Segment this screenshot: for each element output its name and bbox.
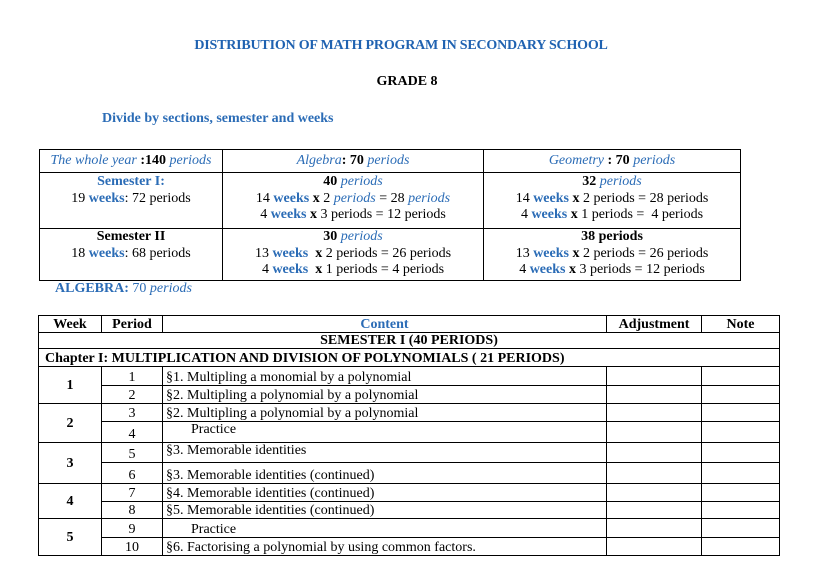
table-row xyxy=(39,443,780,463)
weeks-word: weeks xyxy=(85,245,125,261)
note-cell xyxy=(702,538,780,556)
weeks-word: weeks xyxy=(526,262,566,277)
period-cell: 8 xyxy=(102,502,163,519)
note-cell xyxy=(702,422,780,443)
periods-calc: 2 periods = 26 periods xyxy=(582,245,709,261)
semester-1-summary-cell xyxy=(40,173,223,229)
algebra-heading-value: 70 xyxy=(128,281,150,296)
note-cell xyxy=(702,367,780,386)
times-sign: x xyxy=(308,245,326,261)
total-line xyxy=(223,174,483,191)
total-line xyxy=(484,174,740,191)
periods-calc: 1 periods = 4 periods xyxy=(581,207,704,222)
adjustment-cell xyxy=(607,484,702,502)
note-cell xyxy=(702,443,780,463)
semester-1-weeks-line xyxy=(40,191,222,208)
algebra-heading xyxy=(55,280,192,297)
table-row xyxy=(39,404,780,422)
note-cell xyxy=(702,484,780,502)
semester-1-title-line xyxy=(40,174,222,191)
times-sign: x xyxy=(568,190,583,206)
periods-calc: 3 periods = 12 periods xyxy=(579,262,705,277)
total-value: 32 xyxy=(582,174,597,189)
period-cell: 5 xyxy=(102,443,163,463)
content-cell: §5. Memorable identities (continued) xyxy=(163,502,607,519)
section-subtitle: Divide by sections, semester and weeks xyxy=(102,111,334,126)
semester-row xyxy=(39,333,780,349)
column-header-week: Week xyxy=(39,316,102,333)
weeks-count: 18 xyxy=(71,245,86,261)
week-cell: 5 xyxy=(39,519,102,556)
chapter-row xyxy=(39,349,780,367)
period-cell: 1 xyxy=(102,367,163,386)
week-cell: 3 xyxy=(39,443,102,484)
periods-count: 2 xyxy=(323,190,334,206)
column-header-content: Content xyxy=(163,316,607,333)
table-row xyxy=(39,484,780,502)
periods-word: periods xyxy=(408,190,451,206)
geometry-value: : 70 xyxy=(604,153,630,168)
document-title: DISTRIBUTION OF MATH PROGRAM IN SECONDARY SCHOOL xyxy=(194,38,608,53)
semester-2-geometry-cell xyxy=(484,229,741,281)
times-sign: x xyxy=(567,207,582,222)
semester-2-summary-cell xyxy=(40,229,223,281)
period-cell: 7 xyxy=(102,484,163,502)
column-header-adjustment: Adjustment xyxy=(607,316,702,333)
content-cell: Practice xyxy=(163,422,607,443)
semester-1-algebra-cell xyxy=(223,173,484,229)
adjustment-cell xyxy=(607,463,702,484)
weeks-count: 4 xyxy=(520,207,528,222)
weeks-word: weeks xyxy=(527,207,568,222)
adjustment-cell xyxy=(607,367,702,386)
geometry-label: Geometry xyxy=(548,153,605,168)
note-cell xyxy=(702,404,780,422)
column-header-period: Period xyxy=(102,316,163,333)
content-cell: §3. Memorable identities xyxy=(163,443,607,463)
periods-word: periods xyxy=(333,190,376,206)
times-sign: x xyxy=(308,262,326,277)
weeks-count: 14 xyxy=(515,190,530,206)
table-row xyxy=(39,519,780,538)
times-sign: x xyxy=(309,190,324,206)
breakdown-line xyxy=(223,246,483,263)
adjustment-cell xyxy=(607,538,702,556)
note-cell xyxy=(702,519,780,538)
content-cell: §1. Multipling a monomial by a polynomial xyxy=(163,367,607,386)
schedule-header-row xyxy=(39,316,780,333)
semester-row-label: SEMESTER I (40 PERIODS) xyxy=(39,333,780,349)
whole-year-header-cell xyxy=(40,150,223,173)
weeks-count: 13 xyxy=(515,245,530,261)
adjustment-cell xyxy=(607,404,702,422)
week-cell: 1 xyxy=(39,367,102,404)
total-unit: periods xyxy=(337,229,383,244)
weeks-word: weeks xyxy=(268,245,309,261)
weeks-word: weeks xyxy=(268,262,309,277)
semester-2-row xyxy=(40,229,741,281)
adjustment-cell xyxy=(607,443,702,463)
algebra-heading-label: ALGEBRA: xyxy=(55,281,129,296)
period-cell: 6 xyxy=(102,463,163,484)
schedule-table xyxy=(38,315,780,556)
semester-1-row xyxy=(40,173,741,229)
content-cell: §6. Factorising a polynomial by using common factors. xyxy=(163,538,607,556)
algebra-unit: periods xyxy=(363,153,410,168)
periods-text: : 72 periods xyxy=(124,190,191,206)
adjustment-cell xyxy=(607,386,702,404)
content-cell: §3. Memorable identities (continued) xyxy=(163,463,607,484)
breakdown-line xyxy=(484,191,740,208)
result-value: = 28 xyxy=(375,190,409,206)
algebra-value: : 70 xyxy=(341,153,364,168)
total-unit: periods xyxy=(596,174,642,189)
times-sign: x xyxy=(565,262,580,277)
semester-2-weeks-line xyxy=(40,246,222,263)
weeks-count: 4 xyxy=(261,262,269,277)
note-cell xyxy=(702,502,780,519)
semester-2-algebra-cell xyxy=(223,229,484,281)
period-cell: 10 xyxy=(102,538,163,556)
whole-year-label: The whole year xyxy=(50,153,137,168)
table-row xyxy=(39,367,780,386)
total-value: 30 xyxy=(323,229,338,244)
periods-calc: 3 periods = 12 periods xyxy=(320,207,446,222)
column-header-note: Note xyxy=(702,316,780,333)
weeks-count: 13 xyxy=(254,245,269,261)
week-cell: 2 xyxy=(39,404,102,443)
content-cell: §2. Multipling a polynomial by a polynomial xyxy=(163,404,607,422)
note-cell xyxy=(702,463,780,484)
total-line xyxy=(223,229,483,246)
weeks-word: weeks xyxy=(529,245,569,261)
breakdown-line xyxy=(484,262,740,279)
overview-header-row xyxy=(40,150,741,173)
grade-heading: GRADE 8 xyxy=(376,74,438,89)
periods-calc: 1 periods = 4 periods xyxy=(325,262,445,277)
total-unit: periods xyxy=(337,174,383,189)
weeks-count: 4 xyxy=(519,262,527,277)
table-row xyxy=(39,463,780,484)
table-row xyxy=(39,502,780,519)
geometry-header-cell xyxy=(484,150,741,173)
weeks-count: 14 xyxy=(255,190,270,206)
weeks-word: weeks xyxy=(269,190,310,206)
total-value: 38 periods xyxy=(581,229,643,244)
breakdown-line xyxy=(223,191,483,208)
weeks-word: weeks xyxy=(85,190,125,206)
whole-year-unit: periods xyxy=(166,153,212,168)
note-cell xyxy=(702,386,780,404)
adjustment-cell xyxy=(607,502,702,519)
adjustment-cell xyxy=(607,422,702,443)
periods-calc: 2 periods = 28 periods xyxy=(582,190,709,206)
weeks-word: weeks xyxy=(267,207,307,222)
weeks-word: weeks xyxy=(529,190,569,206)
algebra-header-cell xyxy=(223,150,484,173)
breakdown-line xyxy=(223,207,483,224)
semester-1-title: Semester I: xyxy=(97,174,165,189)
chapter-row-label: Chapter I: MULTIPLICATION AND DIVISION OF POLYNOMIALS ( 21 PERIODS) xyxy=(39,349,780,367)
period-cell: 3 xyxy=(102,404,163,422)
breakdown-line xyxy=(484,246,740,263)
table-row xyxy=(39,538,780,556)
period-cell: 9 xyxy=(102,519,163,538)
content-cell: §4. Memorable identities (continued) xyxy=(163,484,607,502)
adjustment-cell xyxy=(607,519,702,538)
content-cell: Practice xyxy=(163,519,607,538)
weeks-count: 19 xyxy=(71,190,86,206)
content-cell: §2. Multipling a polynomial by a polynomial xyxy=(163,386,607,404)
total-value: 40 xyxy=(323,174,338,189)
weeks-count: 4 xyxy=(260,207,268,222)
algebra-label: Algebra xyxy=(296,153,342,168)
periods-calc: 2 periods = 26 periods xyxy=(325,245,452,261)
whole-year-value: :140 xyxy=(136,153,166,168)
periods-text: : 68 periods xyxy=(124,245,191,261)
week-cell: 4 xyxy=(39,484,102,519)
semester-2-title: Semester II xyxy=(96,229,166,244)
semester-2-title-line xyxy=(40,229,222,246)
table-row xyxy=(39,386,780,404)
period-cell: 4 xyxy=(102,422,163,443)
geometry-unit: periods xyxy=(629,153,676,168)
overview-table xyxy=(39,149,741,281)
times-sign: x xyxy=(306,207,321,222)
period-cell: 2 xyxy=(102,386,163,404)
total-line xyxy=(484,229,740,246)
table-row xyxy=(39,422,780,443)
semester-1-geometry-cell xyxy=(484,173,741,229)
breakdown-line xyxy=(223,262,483,279)
algebra-heading-unit: periods xyxy=(149,281,192,296)
breakdown-line xyxy=(484,207,740,224)
times-sign: x xyxy=(568,245,583,261)
